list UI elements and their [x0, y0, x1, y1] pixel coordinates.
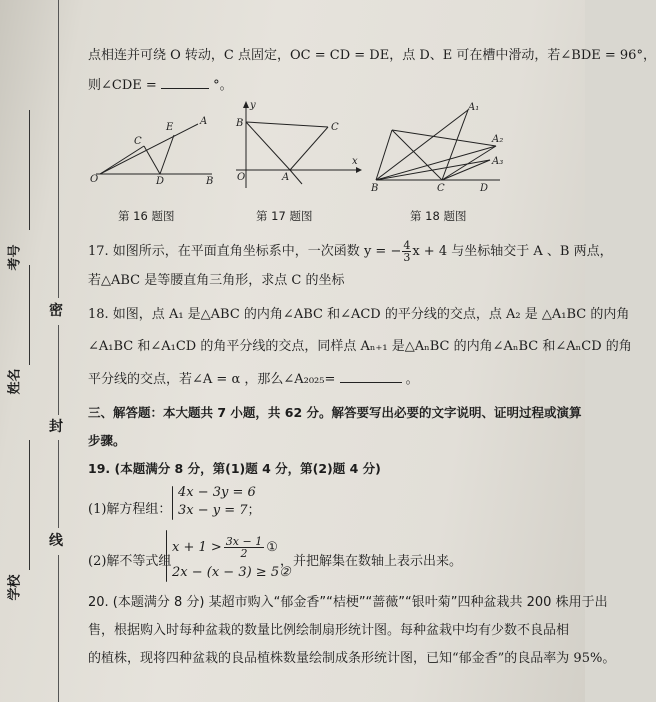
q20-line3: 的植株，现将四种盆栽的良品植株数量绘制成条形统计图，已知“郁金香”的良品率为 95%。 — [88, 651, 616, 666]
q19-part2-tail: ，并把解集在数轴上表示出来。 — [280, 554, 463, 569]
fraction: $\frac{4}{3}$ — [403, 239, 411, 264]
fig16-label-a: A — [200, 116, 208, 127]
answer-blank — [161, 76, 209, 89]
fraction: $\frac{3x - 1}{2}$ — [225, 535, 263, 560]
margin-underline-kaohao — [29, 110, 30, 230]
seal-mi: 密 — [49, 303, 63, 319]
q19-eq2: 3x − y = 7； — [178, 503, 261, 518]
q19-header: 19. (本题满分 8 分，第(1)题 4 分，第(2)题 4 分) — [88, 461, 381, 476]
fig18-label-d: D — [480, 183, 489, 194]
seal-line — [58, 0, 59, 298]
fig17-label-c: C — [331, 122, 339, 133]
fig18-ba2 — [376, 146, 496, 180]
fig16-label-e: E — [166, 122, 174, 133]
equation-brace — [172, 486, 173, 520]
caption-16: 第 16 题图 — [118, 209, 175, 223]
caption-18: 第 18 题图 — [410, 209, 467, 223]
margin-underline-xuexiao — [29, 440, 30, 570]
seal-line — [58, 325, 59, 415]
margin-label-xuexiao: 学校 — [7, 574, 23, 601]
q16-line1: 点相连并可绕 O 转动，C 点固定，OC = CD = DE，点 D、E 可在槽中滑动，若∠BDE = 96°， — [88, 48, 656, 63]
fig16-arm-oa — [100, 124, 198, 174]
margin-underline-xingming — [29, 265, 30, 365]
fig18-label-c: C — [437, 183, 445, 194]
q19-eq1: 4x − 3y = 6 — [178, 485, 256, 500]
seal-line — [58, 555, 59, 702]
fig18-ba3 — [376, 160, 490, 180]
q17-line1: 17. 如图所示，在平面直角坐标系中，一次函数 y = − $\frac{4}{3}$ x + 4 与坐标轴交于 A 、B 两点， — [88, 239, 613, 264]
fig16-label-d: D — [156, 176, 165, 187]
figure-16 — [86, 104, 216, 186]
fig18-label-b: B — [371, 183, 379, 194]
q16-line2: 则∠CDE = °。 — [88, 78, 233, 93]
fig16-label-c: C — [134, 136, 142, 147]
fig17-ac — [290, 127, 328, 170]
fig17-line-ab — [246, 122, 290, 170]
fig17-bc — [246, 122, 328, 127]
fig17-label-a: A — [282, 172, 290, 183]
seal-xian: 线 — [49, 533, 63, 549]
q18-line3: 平分线的交点，若∠A = α ，那么∠A₂₀₂₅= 。 — [88, 372, 419, 387]
seal-feng: 封 — [49, 419, 63, 435]
q18-line2: ∠A₁BC 和∠A₁CD 的角平分线的交点，同样点 Aₙ₊₁ 是△AₙBC 的内角∠AₙBC 和∠AₙCD 的角 — [88, 339, 632, 354]
fig18-ca3 — [442, 160, 490, 180]
fig17-label-o: O — [237, 172, 246, 183]
fig17-extend — [290, 170, 302, 184]
q19-part1-label: (1)解方程组： — [88, 502, 172, 517]
q19-ineq2: 2x − (x − 3) ≥ 5② — [172, 565, 291, 580]
fig18-ext — [392, 130, 496, 146]
fig18-label-a1: A₁ — [468, 102, 480, 113]
margin-label-xingming: 姓名 — [7, 368, 23, 395]
fig18-label-a2: A₂ — [492, 134, 504, 145]
q18-line1: 18. 如图，点 A₁ 是△ABC 的内角∠ABC 和∠ACD 的平分线的交点，点 A₂ 是 △A₁BC 的内角 — [88, 307, 630, 322]
figure-17 — [232, 100, 364, 192]
fig16-de — [160, 135, 174, 174]
fig16-label-b: B — [206, 176, 214, 187]
fig17-label-x: x — [352, 156, 358, 167]
fig18-ca2 — [442, 146, 496, 180]
seal-line — [58, 440, 59, 528]
section3-line1: 三、解答题：本大题共 7 小题，共 62 分。解答要写出必要的文字说明、证明过程或演算 — [88, 405, 582, 420]
inequality-brace — [166, 530, 167, 582]
margin-label-kaohao: 考号 — [7, 244, 23, 271]
fig16-cd — [144, 146, 160, 174]
fig17-label-b: B — [236, 118, 244, 129]
fig18-ab — [376, 130, 392, 180]
fig16-oc — [100, 146, 144, 174]
fig16-label-o: O — [90, 174, 99, 185]
section3-line2: 步骤。 — [88, 433, 126, 448]
fig17-label-y: y — [250, 100, 256, 111]
caption-17: 第 17 题图 — [256, 209, 313, 223]
q17-line2: 若△ABC 是等腰直角三角形，求点 C 的坐标 — [88, 273, 345, 288]
fig18-label-a3: A₃ — [492, 156, 504, 167]
q20-line1: 20. (本题满分 8 分) 某超市购入“郁金香”“桔梗”“蔷薇”“银叶菊”四种盆栽共 200 株用于出 — [88, 595, 608, 610]
q19-part2-label: (2)解不等式组 — [88, 554, 172, 569]
q20-line2: 售，根据购入时每种盆栽的数量比例绘制扇形统计图。每种盆栽中均有少数不良品相 — [88, 623, 570, 638]
answer-blank — [340, 370, 402, 383]
q19-ineq1: x + 1 > $\frac{3x - 1}{2}$ ① — [172, 535, 278, 560]
fig18-ba1 — [376, 110, 468, 180]
figure-18 — [372, 100, 512, 194]
